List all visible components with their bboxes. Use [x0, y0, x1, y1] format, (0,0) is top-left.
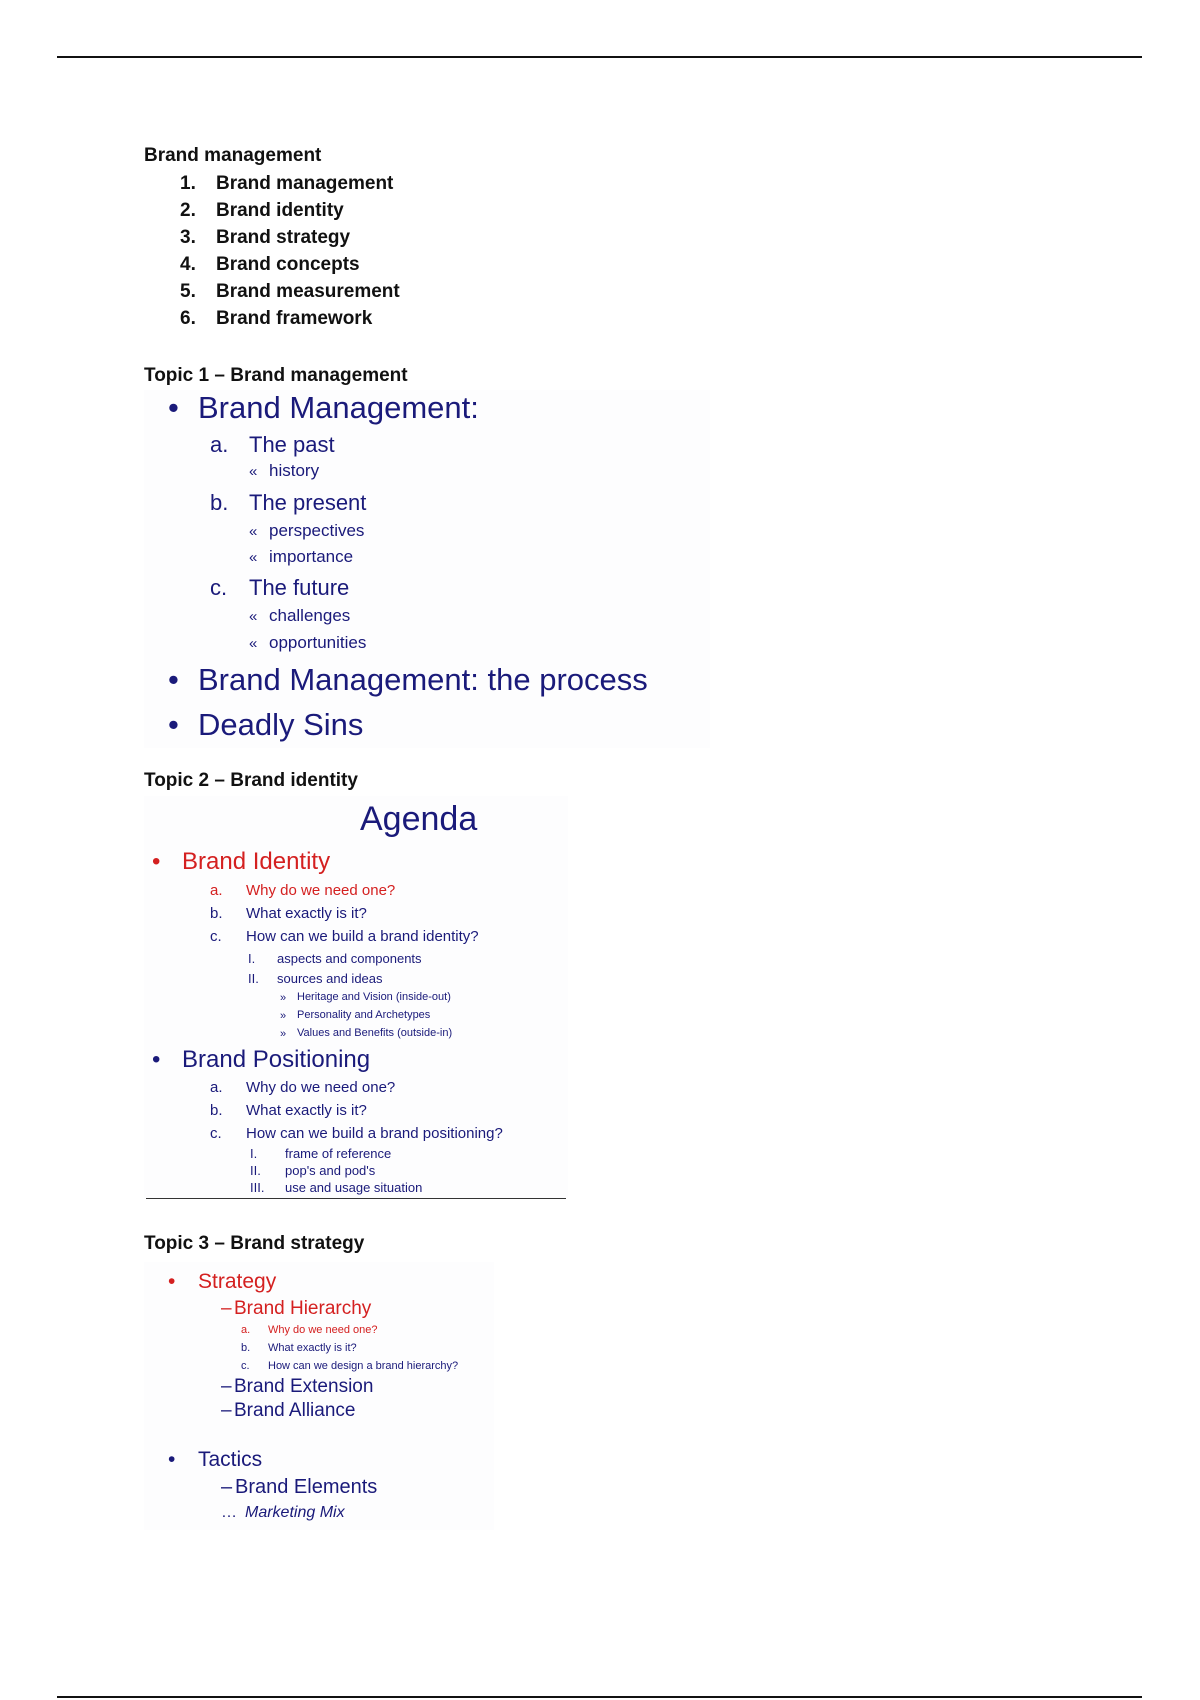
sub-item: importance [269, 547, 354, 566]
sub-marker: « [249, 635, 258, 652]
brand-extension-item: Brand Extension [234, 1376, 374, 1397]
toc-number: 3. [180, 227, 196, 248]
list-marker: a. [241, 1324, 251, 1336]
list-marker: a. [210, 1079, 223, 1096]
tactics-bullet: • Tactics [168, 1448, 262, 1472]
list-item: Why do we need one? [268, 1324, 378, 1336]
dash-marker: – [221, 1400, 232, 1421]
list-item: Values and Benefits (outside-in) [297, 1027, 453, 1039]
toc-number: 1. [180, 173, 196, 194]
list-marker: c. [210, 928, 222, 945]
toc-item [180, 173, 400, 200]
sub-marker: « [249, 523, 258, 540]
toc-label: Brand concepts [216, 254, 360, 275]
brand-alliance-item: Brand Alliance [234, 1400, 356, 1421]
toc-item [180, 227, 400, 254]
toc-number: 5. [180, 281, 196, 302]
sub-marker: « [249, 463, 258, 480]
toc-label: Brand strategy [216, 227, 351, 248]
brand-positioning-bullet: • Brand Positioning [152, 1046, 370, 1074]
sub-marker: « [249, 608, 258, 625]
list-item: pop's and pod's [285, 1163, 376, 1178]
list-item: Personality and Archetypes [297, 1009, 431, 1021]
list-item: aspects and components [277, 951, 422, 966]
arrow-marker: » [280, 992, 287, 1004]
dash-marker: – [221, 1298, 232, 1319]
dash-marker: – [221, 1476, 233, 1498]
toc-item [180, 281, 400, 308]
list-item: Why do we need one? [246, 1079, 396, 1096]
sub-item: challenges [269, 606, 351, 625]
list-marker: III. [250, 1180, 265, 1195]
arrow-marker: » [280, 1010, 287, 1022]
list-item: use and usage situation [285, 1180, 423, 1195]
list-item: frame of reference [285, 1146, 392, 1161]
list-marker: II. [250, 1163, 261, 1178]
list-marker: I. [250, 1146, 258, 1161]
list-marker: b. [210, 490, 229, 515]
list-item: How can we build a brand positioning? [246, 1125, 503, 1142]
brand-identity-bullet: • Brand Identity [152, 848, 330, 876]
ellipsis-marker: … [221, 1504, 237, 1521]
toc-label: Brand identity [216, 200, 344, 221]
toc-label: Brand measurement [216, 281, 400, 302]
brand-elements-item: Brand Elements [235, 1476, 378, 1498]
document-title: Brand management [144, 145, 322, 166]
slide-bullet: • Brand Management: [168, 390, 479, 426]
topic-1-slide [144, 390, 710, 748]
list-marker: b. [241, 1342, 251, 1354]
list-marker: c. [210, 575, 228, 600]
list-item: Heritage and Vision (inside-out) [297, 991, 451, 1003]
list-marker: I. [248, 951, 256, 966]
arrow-marker: » [280, 1028, 287, 1040]
list-marker: c. [210, 1125, 222, 1142]
slide-bullet: • Brand Management: the process [168, 662, 648, 698]
toc-label: Brand management [216, 173, 394, 194]
toc-item [180, 254, 400, 281]
list-marker: II. [248, 971, 259, 986]
topic-3-slide [144, 1262, 494, 1530]
toc-item [180, 200, 400, 227]
list-marker: b. [210, 905, 223, 922]
toc-number: 6. [180, 308, 196, 329]
brand-hierarchy-item: Brand Hierarchy [234, 1298, 372, 1319]
sub-item: opportunities [269, 633, 367, 652]
agenda-title: Agenda [360, 800, 478, 838]
strategy-bullet: • Strategy [168, 1270, 276, 1294]
toc-label: Brand framework [216, 308, 373, 329]
marketing-mix-item: Marketing Mix [245, 1504, 345, 1521]
footer-rule [57, 1696, 1142, 1698]
sub-item: perspectives [269, 521, 365, 540]
list-item: What exactly is it? [246, 905, 367, 922]
list-marker: a. [210, 432, 229, 457]
topic-2-heading: Topic 2 – Brand identity [144, 770, 358, 791]
dash-marker: – [221, 1376, 232, 1397]
list-item: How can we design a brand hierarchy? [268, 1360, 459, 1372]
list-item-present: The present [249, 490, 367, 515]
list-item: What exactly is it? [268, 1342, 357, 1354]
slide-divider [146, 1198, 566, 1199]
header-rule [57, 56, 1142, 58]
sub-marker: « [249, 549, 258, 566]
topic-1-heading: Topic 1 – Brand management [144, 365, 408, 386]
topic-3-heading: Topic 3 – Brand strategy [144, 1233, 365, 1254]
toc-item [180, 308, 400, 335]
list-marker: a. [210, 882, 223, 899]
toc-number: 4. [180, 254, 196, 275]
sub-item: history [269, 461, 320, 480]
list-item: Why do we need one? [246, 882, 396, 899]
table-of-contents [180, 173, 400, 335]
list-item: How can we build a brand identity? [246, 928, 479, 945]
list-item: sources and ideas [277, 971, 383, 986]
slide-bullet: • Deadly Sins [168, 707, 363, 743]
list-marker: b. [210, 1102, 223, 1119]
list-item: What exactly is it? [246, 1102, 367, 1119]
topic-2-slide [144, 796, 568, 1198]
list-marker: c. [241, 1360, 250, 1372]
toc-number: 2. [180, 200, 196, 221]
list-item-future: The future [249, 575, 350, 600]
list-item-past: The past [249, 432, 335, 457]
